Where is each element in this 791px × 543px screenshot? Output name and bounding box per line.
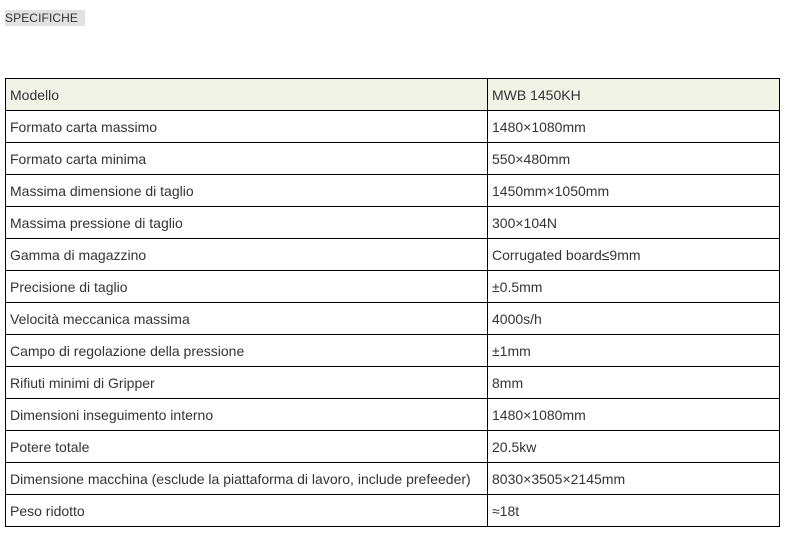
row-label: Dimensioni inseguimento interno xyxy=(6,399,488,431)
row-label: Massima pressione di taglio xyxy=(6,207,488,239)
row-value: 8030×3505×2145mm xyxy=(488,463,780,495)
row-value: 8mm xyxy=(488,367,780,399)
table-row xyxy=(6,239,780,271)
table-row xyxy=(6,335,780,367)
row-value: 1480×1080mm xyxy=(488,399,780,431)
table-row xyxy=(6,303,780,335)
row-value: ±0.5mm xyxy=(488,271,780,303)
row-value: 1450mm×1050mm xyxy=(488,175,780,207)
row-value: 20.5kw xyxy=(488,431,780,463)
table-row xyxy=(6,175,780,207)
table-row xyxy=(6,207,780,239)
table-row xyxy=(6,399,780,431)
row-value: ±1mm xyxy=(488,335,780,367)
table-row xyxy=(6,367,780,399)
spec-table xyxy=(5,78,780,527)
row-label: Precisione di taglio xyxy=(6,271,488,303)
row-label: Dimensione macchina (esclude la piattaforma di lavoro, include prefeeder) xyxy=(6,463,488,495)
row-value: 4000s/h xyxy=(488,303,780,335)
table-row-model xyxy=(6,79,780,111)
table-row xyxy=(6,431,780,463)
row-label: Gamma di magazzino xyxy=(6,239,488,271)
table-row xyxy=(6,463,780,495)
table-row xyxy=(6,143,780,175)
row-label: Rifiuti minimi di Gripper xyxy=(6,367,488,399)
row-label: Campo di regolazione della pressione xyxy=(6,335,488,367)
row-label: Velocità meccanica massima xyxy=(6,303,488,335)
row-value: 1480×1080mm xyxy=(488,111,780,143)
row-label: Modello xyxy=(6,79,488,111)
row-value: 550×480mm xyxy=(488,143,780,175)
row-label: Formato carta minima xyxy=(6,143,488,175)
row-value: Corrugated board≤9mm xyxy=(488,239,780,271)
row-label: Peso ridotto xyxy=(6,495,488,527)
row-value: ≈18t xyxy=(488,495,780,527)
row-label: Formato carta massimo xyxy=(6,111,488,143)
row-label: Potere totale xyxy=(6,431,488,463)
table-row xyxy=(6,111,780,143)
table-row xyxy=(6,271,780,303)
row-value: MWB 1450KH xyxy=(488,79,780,111)
row-label: Massima dimensione di taglio xyxy=(6,175,488,207)
section-title: SPECIFICHE xyxy=(5,10,85,26)
table-row xyxy=(6,495,780,527)
row-value: 300×104N xyxy=(488,207,780,239)
